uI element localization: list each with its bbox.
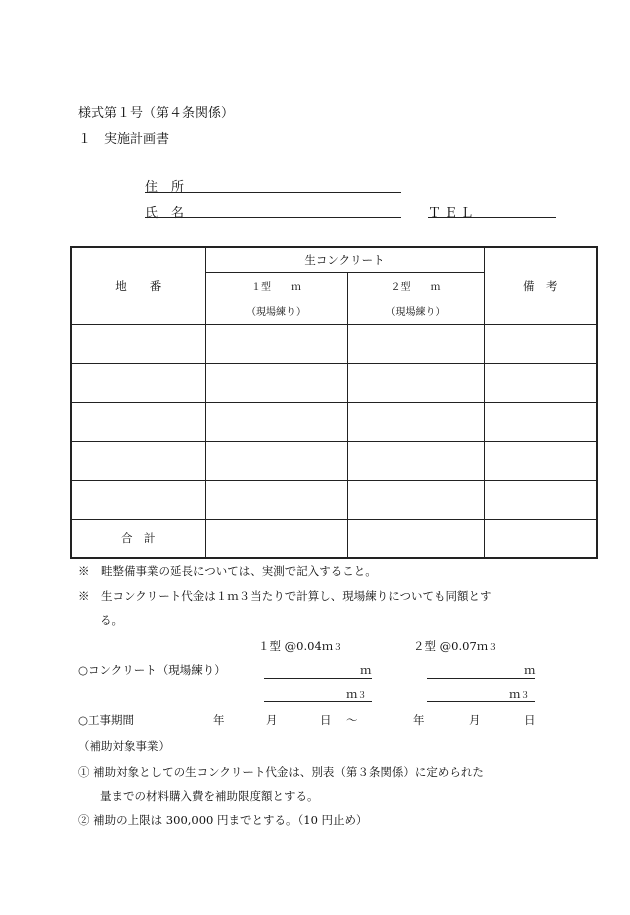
cell-type1[interactable] (205, 402, 347, 441)
concrete-label: ○コンクリート（現場練り） (78, 663, 226, 677)
header-concrete: 生コンクリート (205, 247, 484, 272)
cell-remarks[interactable] (484, 363, 597, 402)
note-1: ※ 畦整備事業の延長については、実測で記入すること。 (78, 564, 377, 578)
cell-lot[interactable] (71, 363, 205, 402)
cell-lot[interactable] (71, 441, 205, 480)
type2-rate: ２型 @0.07ｍ３ (413, 639, 498, 653)
total-label: 合 計 (71, 519, 205, 558)
period-tilde: ～ (346, 713, 358, 727)
cell-type2[interactable] (347, 324, 484, 363)
end-year: 年 (413, 713, 425, 727)
cell-type2[interactable] (347, 363, 484, 402)
end-day: 日 (524, 713, 536, 727)
type2-length-field[interactable] (427, 678, 535, 679)
subsidy-item-1-line1: ① 補助対象としての生コンクリート代金は、別表（第３条関係）に定められた (78, 765, 484, 779)
cell-type2[interactable] (347, 402, 484, 441)
type1-volume-field[interactable] (264, 701, 372, 702)
header-lot: 地 番 (71, 247, 205, 324)
header-type2-note: （現場練り） (385, 307, 446, 318)
type2-volume-field[interactable] (427, 701, 535, 702)
type1-unit-m3: ｍ３ (346, 687, 367, 701)
type2-unit-m3: ｍ３ (509, 687, 530, 701)
section-title: １ 実施計画書 (78, 132, 170, 147)
note-2-line2: る。 (100, 613, 123, 627)
subsidy-item-1-line2: 量までの材料購入費を補助限度額とする。 (100, 789, 319, 803)
total-remarks[interactable] (484, 519, 597, 558)
total-type2[interactable] (347, 519, 484, 558)
type2-unit-m: ｍ (524, 663, 536, 677)
name-field[interactable] (145, 217, 401, 218)
cell-lot[interactable] (71, 402, 205, 441)
cell-type1[interactable] (205, 324, 347, 363)
start-day: 日 (320, 713, 332, 727)
cell-type1[interactable] (205, 363, 347, 402)
total-type1[interactable] (205, 519, 347, 558)
header-type2-label: ２型 ｍ (390, 282, 441, 293)
name-label: 氏 名 (145, 206, 185, 221)
form-header: 様式第１号（第４条関係） (78, 106, 235, 121)
cell-remarks[interactable] (484, 402, 597, 441)
period-label: ○工事期間 (78, 713, 135, 727)
cell-type1[interactable] (205, 441, 347, 480)
cell-type2[interactable] (347, 480, 484, 519)
subsidy-item-2: ② 補助の上限は 300,000 円までとする。（10 円止め） (78, 813, 368, 827)
header-type1 (205, 272, 347, 324)
start-month: 月 (266, 713, 278, 727)
address-label: 住 所 (145, 180, 185, 195)
tel-label: ＴＥＬ (428, 206, 477, 221)
total-row (71, 519, 597, 558)
tel-field[interactable] (428, 217, 556, 218)
table-row (71, 480, 597, 519)
table-row (71, 363, 597, 402)
header-remarks: 備 考 (484, 247, 597, 324)
note-2-line1: ※ 生コンクリート代金は１ｍ３当たりで計算し、現場練りについても同額とす (78, 589, 492, 603)
header-type1-note: （現場練り） (246, 307, 306, 318)
header-type2 (347, 272, 484, 324)
end-month: 月 (469, 713, 481, 727)
start-year: 年 (213, 713, 225, 727)
cell-type1[interactable] (205, 480, 347, 519)
cell-remarks[interactable] (484, 441, 597, 480)
table-row (71, 441, 597, 480)
table-row (71, 324, 597, 363)
address-field[interactable] (145, 192, 401, 193)
cell-type2[interactable] (347, 441, 484, 480)
subsidy-heading: （補助対象事業） (78, 739, 170, 753)
table-row (71, 402, 597, 441)
type1-length-field[interactable] (264, 678, 372, 679)
plan-table (70, 246, 598, 559)
cell-remarks[interactable] (484, 480, 597, 519)
cell-remarks[interactable] (484, 324, 597, 363)
header-type1-label: １型 ｍ (251, 282, 301, 293)
cell-lot[interactable] (71, 480, 205, 519)
cell-lot[interactable] (71, 324, 205, 363)
type1-rate: １型 @0.04ｍ３ (258, 639, 343, 653)
type1-unit-m: ｍ (360, 663, 372, 677)
